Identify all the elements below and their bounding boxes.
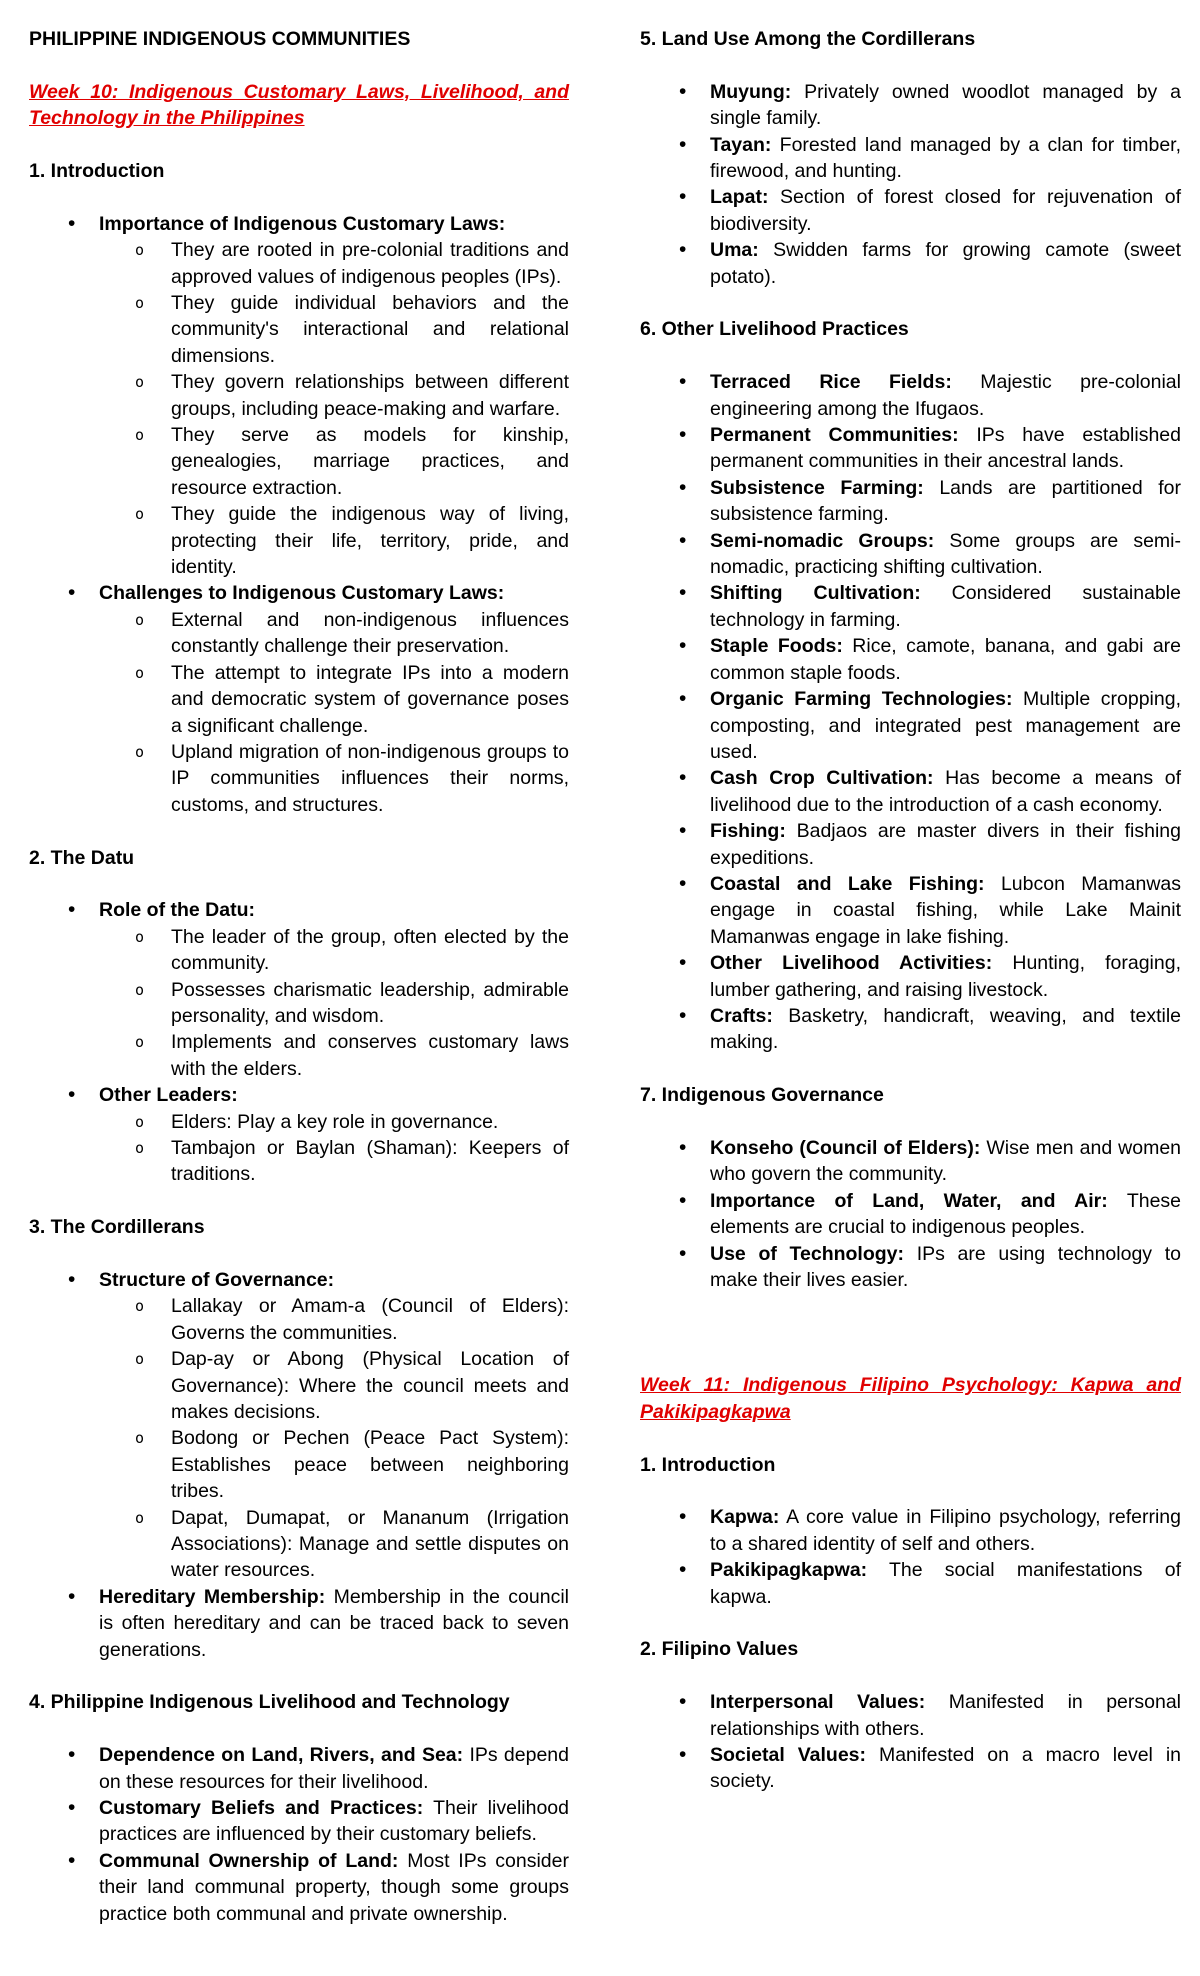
item-label: Shifting Cultivation: xyxy=(710,582,921,605)
sub-list-item: o They are rooted in pre-colonial traditions and approved values of indigenous peoples (IPs). xyxy=(99,237,569,290)
item-label: • Other Leaders: xyxy=(99,1084,238,1107)
item-label: Konseho (Council of Elders): xyxy=(710,1136,981,1159)
list-item xyxy=(29,211,569,581)
list-item xyxy=(640,1003,1181,1056)
item-text: Has become a means of livelihood due to the introduction of a cash economy. xyxy=(710,767,1181,816)
list-item xyxy=(640,184,1181,237)
item-text: Their livelihood practices are influenced by their customary beliefs. xyxy=(99,1797,569,1846)
item-text: Manifested in personal relationships with others. xyxy=(710,1691,1181,1740)
item-label: • Importance of Indigenous Customary Laws: xyxy=(99,212,506,235)
list-item xyxy=(29,1082,569,1188)
document-title: PHILIPPINE INDIGENOUS COMMUNITIES xyxy=(29,28,411,50)
sub-list xyxy=(99,237,569,580)
list-item xyxy=(640,475,1181,528)
week11-introduction-title: 1. Introduction xyxy=(640,1453,776,1476)
list-item xyxy=(640,580,1181,633)
item-label: Organic Farming Technologies: xyxy=(710,688,1013,711)
item-label: Permanent Communities: xyxy=(710,424,959,447)
item-text: Wise men and women who govern the community. xyxy=(710,1136,1182,1186)
list-item xyxy=(640,871,1181,950)
list-item xyxy=(640,132,1181,185)
item-text: Swidden farms for growing camote (sweet potato). xyxy=(710,239,1181,288)
other-livelihood-list xyxy=(640,369,1181,1056)
list-item xyxy=(29,1742,569,1795)
sub-list-item: o They guide individual behaviors and the community's interactional and relational dimensions. xyxy=(99,290,569,369)
item-label: Terraced Rice Fields: xyxy=(710,371,952,394)
land-use-list xyxy=(640,79,1181,290)
list-item xyxy=(640,950,1181,1003)
livelihood-list xyxy=(29,1742,569,1927)
item-text: Multiple cropping, composting, and integrated pest management are used. xyxy=(710,688,1181,763)
sub-list-item: o Elders: Play a key role in governance. xyxy=(99,1109,569,1135)
sub-list xyxy=(99,1293,569,1583)
right-column xyxy=(640,26,1181,1821)
week-11-heading: Week 11: Indigenous Filipino Psychology: Kapwa and Pakikipagkapwa xyxy=(640,1374,1181,1423)
item-text: Most IPs consider their land communal property, though some groups practice both communal and private ownership. xyxy=(99,1849,569,1925)
list-item xyxy=(640,79,1181,132)
item-text: Forested land managed by a clan for timber, firewood, and hunting. xyxy=(710,133,1181,183)
item-label: Importance of Land, Water, and Air: xyxy=(710,1189,1108,1212)
sub-list xyxy=(99,924,569,1082)
item-text: The social manifestations of kapwa. xyxy=(710,1559,1181,1608)
list-item xyxy=(640,1742,1181,1795)
item-label: Customary Beliefs and Practices: xyxy=(99,1797,424,1820)
datu-list xyxy=(29,897,569,1187)
list-item xyxy=(29,1848,569,1927)
sub-list-item: o Upland migration of non-indigenous groups to IP communities influences their norms, customs, and structures. xyxy=(99,739,569,818)
list-item xyxy=(640,1188,1181,1241)
item-text: Manifested on a macro level in society. xyxy=(710,1744,1181,1793)
filipino-values-list xyxy=(640,1689,1181,1795)
item-text: These elements are crucial to indigenous peoples. xyxy=(710,1189,1182,1239)
item-text: IPs are using technology to make their lives easier. xyxy=(710,1242,1181,1292)
list-item xyxy=(640,1689,1181,1742)
item-text: Some groups are semi-nomadic, practicing shifting cultivation. xyxy=(710,529,1182,579)
sub-list-item: o Tambajon or Baylan (Shaman): Keepers of traditions. xyxy=(99,1135,569,1188)
section-datu-title: 2. The Datu xyxy=(29,846,135,869)
item-text: Lands are partitioned for subsistence farming. xyxy=(710,476,1181,526)
list-item xyxy=(640,1557,1181,1610)
governance-list xyxy=(640,1135,1181,1293)
sub-list-item: o Dapat, Dumapat, or Mananum (Irrigation Associations): Manage and settle disputes on water resources. xyxy=(99,1505,569,1584)
item-label: Dependence on Land, Rivers, and Sea: xyxy=(99,1744,464,1767)
filipino-values-title: 2. Filipino Values xyxy=(640,1638,799,1661)
item-label: Fishing: xyxy=(710,820,786,843)
section-other-livelihood-title: 6. Other Livelihood Practices xyxy=(640,318,909,341)
list-item xyxy=(29,580,569,818)
item-text: Lubcon Mamanwas engage in coastal fishing, while Lake Mainit Mamanwas engage in lake fishing. xyxy=(710,872,1181,948)
list-item xyxy=(29,897,569,1082)
week-10-heading: Week 10: Indigenous Customary Laws, Livelihood, and Technology in the Philippines xyxy=(29,80,569,130)
item-label: • Challenges to Indigenous Customary Laws: xyxy=(99,582,505,605)
list-item xyxy=(640,237,1181,290)
item-label: Communal Ownership of Land: xyxy=(99,1849,399,1872)
week11-introduction-list xyxy=(640,1504,1181,1610)
item-text: Privately owned woodlot managed by a single family. xyxy=(710,80,1181,130)
left-column xyxy=(29,26,569,1954)
item-text: Majestic pre-colonial engineering among the Ifugaos. xyxy=(710,371,1181,420)
sub-list-item: o Bodong or Pechen (Peace Pact System): Establishes peace between neighboring tribes. xyxy=(99,1425,569,1504)
list-item xyxy=(640,686,1181,765)
sub-list-item: o Lallakay or Amam-a (Council of Elders): Governs the communities. xyxy=(99,1293,569,1346)
item-label: Subsistence Farming: xyxy=(710,476,924,499)
item-label: Semi-nomadic Groups: xyxy=(710,529,935,552)
list-item xyxy=(29,1267,569,1584)
item-text: IPs depend on these resources for their livelihood. xyxy=(99,1744,569,1793)
sub-list-item: o Dap-ay or Abong (Physical Location of Governance): Where the council meets and makes decisions. xyxy=(99,1346,569,1425)
item-label: Use of Technology: xyxy=(710,1242,905,1265)
item-text: Rice, camote, banana, and gabi are common staple foods. xyxy=(710,635,1182,684)
list-item xyxy=(640,422,1181,475)
section-land-use-title: 5. Land Use Among the Cordillerans xyxy=(640,28,976,50)
sub-list-item: o They govern relationships between different groups, including peace-making and warfare. xyxy=(99,369,569,422)
item-label: Pakikipagkapwa: xyxy=(710,1559,868,1582)
item-label: Societal Values: xyxy=(710,1744,867,1767)
item-text: Membership in the council is often hereditary and can be traced back to seven generations. xyxy=(99,1585,570,1661)
item-text: Section of forest closed for rejuvenation of biodiversity. xyxy=(710,186,1181,235)
list-item xyxy=(640,528,1181,581)
sub-list-item: o They serve as models for kinship, genealogies, marriage practices, and resource extraction. xyxy=(99,422,569,501)
item-label: Hereditary Membership: xyxy=(99,1585,326,1608)
section-governance-title: 7. Indigenous Governance xyxy=(640,1084,884,1107)
section-introduction-title: 1. Introduction xyxy=(29,160,165,182)
item-label: Crafts: xyxy=(710,1004,773,1027)
sub-list-item: o External and non-indigenous influences constantly challenge their preservation. xyxy=(99,607,569,660)
cordillerans-list xyxy=(29,1267,569,1663)
list-item xyxy=(29,1584,569,1663)
list-item xyxy=(640,369,1181,422)
introduction-list xyxy=(29,211,569,818)
item-label: • Structure of Governance: xyxy=(99,1268,335,1291)
item-label: Staple Foods: xyxy=(710,635,843,658)
sub-list-item: o Possesses charismatic leadership, admirable personality, and wisdom. xyxy=(99,977,569,1030)
section-livelihood-title: 4. Philippine Indigenous Livelihood and Technology xyxy=(29,1691,510,1714)
sub-list xyxy=(99,1109,569,1188)
section-cordillerans-title: 3. The Cordillerans xyxy=(29,1216,205,1239)
sub-list xyxy=(99,607,569,818)
item-label: Uma: xyxy=(710,239,759,262)
item-text: Hunting, foraging, lumber gathering, and raising livestock. xyxy=(710,952,1181,1001)
item-label: Other Livelihood Activities: xyxy=(710,952,993,975)
list-item xyxy=(640,765,1181,818)
item-label: Kapwa: xyxy=(710,1506,780,1529)
item-text: IPs have established permanent communities in their ancestral lands. xyxy=(710,424,1181,473)
sub-list-item: o The leader of the group, often elected by the community. xyxy=(99,924,569,977)
item-label: Tayan: xyxy=(710,133,772,156)
item-text: Badjaos are master divers in their fishing expeditions. xyxy=(710,820,1181,869)
item-text: A core value in Filipino psychology, referring to a shared identity of self and others. xyxy=(710,1506,1181,1555)
item-label: Muyung: xyxy=(710,80,792,103)
list-item xyxy=(640,1135,1181,1188)
list-item xyxy=(640,818,1181,871)
list-item xyxy=(640,633,1181,686)
item-label: Lapat: xyxy=(710,186,769,209)
list-item xyxy=(640,1241,1181,1294)
sub-list-item: o They guide the indigenous way of living, protecting their life, territory, pride, and identity. xyxy=(99,501,569,580)
item-label: Interpersonal Values: xyxy=(710,1691,926,1714)
list-item xyxy=(640,1504,1181,1557)
item-text: Basketry, handicraft, weaving, and textile making. xyxy=(710,1004,1181,1054)
item-label: • Role of the Datu: xyxy=(99,899,255,922)
list-item xyxy=(29,1795,569,1848)
item-label: Cash Crop Cultivation: xyxy=(710,767,934,790)
item-text: Considered sustainable technology in farming. xyxy=(710,582,1181,631)
item-label: Coastal and Lake Fishing: xyxy=(710,872,985,895)
sub-list-item: o The attempt to integrate IPs into a modern and democratic system of governance poses a significant challenge. xyxy=(99,660,569,739)
sub-list-item: o Implements and conserves customary laws with the elders. xyxy=(99,1029,569,1082)
